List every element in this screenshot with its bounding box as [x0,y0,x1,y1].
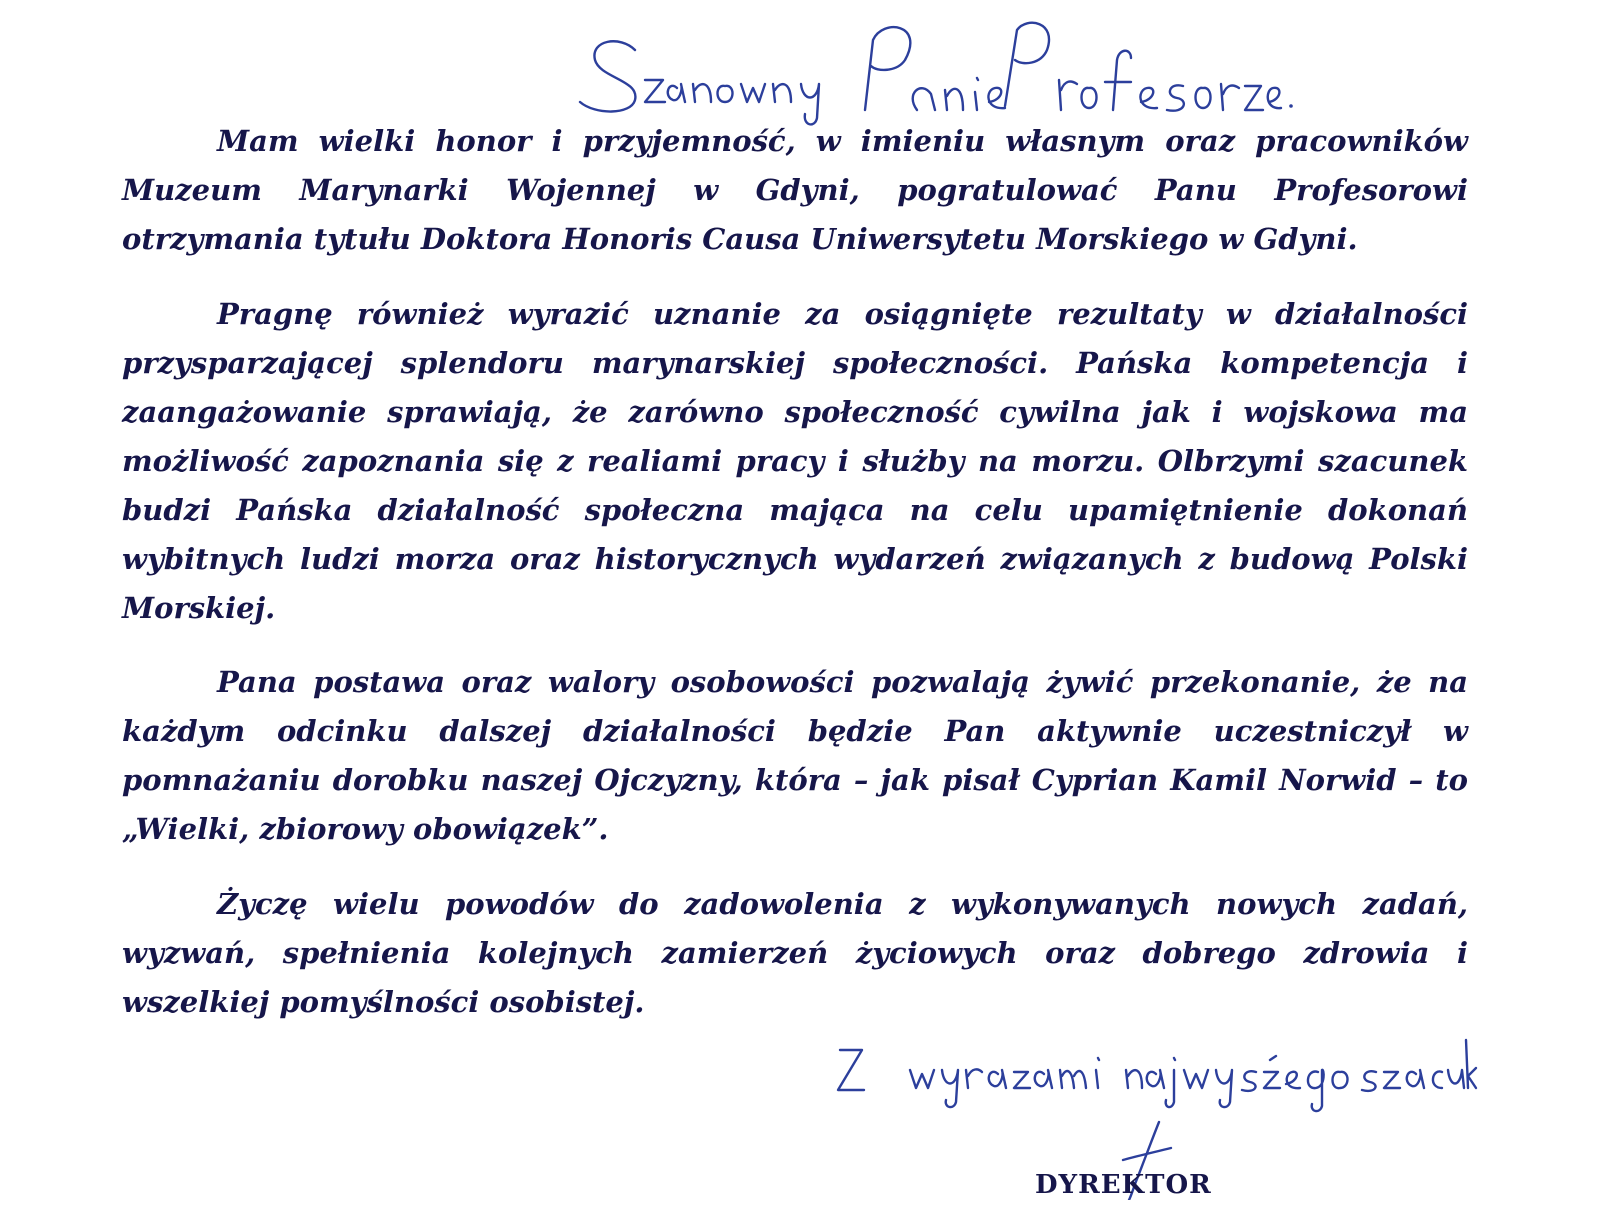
handwritten-closing [830,1010,1470,1120]
letter-paragraph-congratulations: Mam wielki honor i przyjemność, w imieniu własnym oraz pracowników Muzeum Marynarki Wojennej w Gdyni, pogratulować Panu Profesorowi otrzymania tytułu Doktora Honoris Causa Uniwersytetu Morskiego w Gdyni. [122,124,1468,256]
handwritten-salutation [565,10,1265,130]
closing-handwriting-drawing [830,1010,1470,1120]
letter-paragraph-recognition: Pragnę również wyrazić uznanie za osiągnięte rezultaty w działalności przysparzającej splendoru marynarskiej społeczności. Pańska kompetencja i zaangażowanie sprawiają, że zarówno społeczność cywilna jak i wojskowa ma możliwość zapoznania się z realiami pracy i służby na morzu. Olbrzymi szacunek budzi Pańska działalność społeczna mająca na celu upamiętnienie dokonań wybitnych ludzi morza oraz historycznych wydarzeń związanych z budową Polski Morskiej. [122,297,1468,625]
signatory-role: DYREKTOR [1035,1170,1212,1200]
letter-paragraph-attitude: Pana postawa oraz walory osobowości pozwalają żywić przekonanie, że na każdym odcinku dalszej działalności będzie Pan aktywnie uczestniczył w pomnażaniu dorobku naszej Ojczyzny, która – jak pisał Cyprian Kamil Norwid – to „Wielki, zbiorowy obowiązek”. [122,665,1468,846]
salutation-handwriting-drawing [565,10,1265,130]
letter-paragraph-wishes: Życzę wielu powodów do zadowolenia z wykonywanych nowych zadań, wyzwań, spełnienia kolejnych zamierzeń życiowych oraz dobrego zdrowia i wszelkiej pomyślności osobistej. [122,887,1468,1019]
